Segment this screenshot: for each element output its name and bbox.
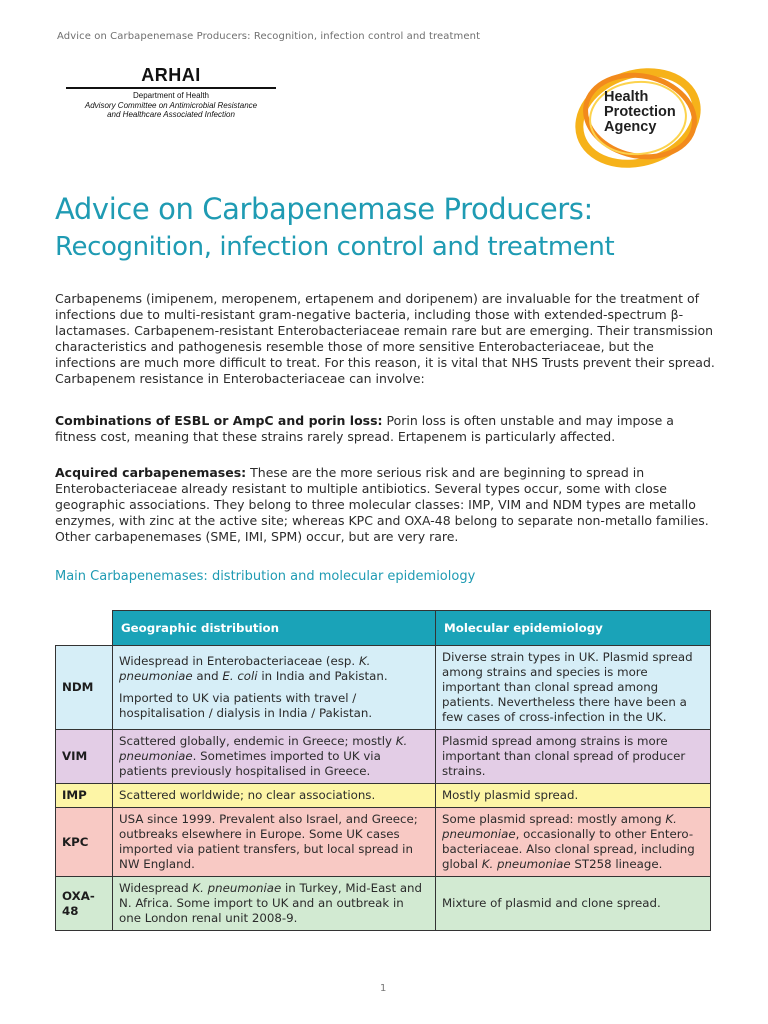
esbl-lead: Combinations of ESBL or AmpC and porin loss:	[55, 413, 383, 428]
column-header-molecular: Molecular epidemiology	[436, 611, 711, 646]
hpa-logo-text	[604, 90, 676, 135]
species-name: K. pneumoniae	[119, 654, 371, 683]
cell-geo-oxa48	[113, 877, 436, 931]
arhai-logo-title: ARHAI	[141, 65, 201, 85]
table-corner-cell	[56, 611, 113, 646]
hpa-logo-line1: Health	[604, 89, 649, 105]
species-name: K. pneumoniae	[119, 734, 408, 763]
cell-mol-imp: Mostly plasmid spread.	[436, 784, 711, 808]
row-code-vim: VIM	[56, 730, 113, 784]
arhai-logo-rule	[66, 87, 276, 89]
arhai-logo-line2: Advisory Committee on Antimicrobial Resistance	[84, 100, 258, 110]
arhai-logo	[66, 66, 276, 120]
table-row-vim	[56, 730, 711, 784]
cell-geo-ndm	[113, 646, 436, 730]
table-header-row	[56, 611, 711, 646]
esbl-paragraph	[55, 413, 715, 445]
column-header-geographic: Geographic distribution	[113, 611, 436, 646]
cell-mol-kpc	[436, 808, 711, 877]
table-heading: Main Carbapenemases: distribution and molecular epidemiology	[55, 569, 476, 584]
carbapenemase-table	[55, 610, 711, 931]
arhai-logo-line1: Department of Health	[132, 91, 210, 100]
text-span: Some plasmid spread: mostly among	[442, 812, 666, 826]
text-span: in India and Pakistan.	[257, 669, 388, 683]
cell-geo-vim	[113, 730, 436, 784]
table-row-ndm	[56, 646, 711, 730]
hpa-logo-line2: Protection	[604, 104, 676, 120]
text-span: . Sometimes imported to UK via patients previously hospitalised in Greece.	[119, 749, 381, 778]
page-title-line1: Advice on Carbapenemase Producers:	[55, 192, 593, 226]
esbl-text: Porin loss is often unstable and may impose a fitness cost, meaning that these strains rarely spread. Ertapenem is particularly affected.	[55, 413, 674, 444]
text-span: and	[192, 669, 223, 683]
row-code-kpc: KPC	[56, 808, 113, 877]
table-row-kpc	[56, 808, 711, 877]
hpa-logo-line3: Agency	[604, 119, 657, 135]
cell-geo-ndm-para2: Imported to UK via patients with travel / hospitalisation / dialysis in India / Pakistan.	[119, 691, 373, 720]
row-code-oxa48: OXA-48	[56, 877, 113, 931]
text-span: ST258 lineage.	[570, 857, 663, 871]
row-code-imp: IMP	[56, 784, 113, 808]
species-name: E. coli	[222, 669, 258, 683]
arhai-logo-line3: and Healthcare Associated Infection	[107, 110, 235, 119]
cell-geo-ndm-para1	[119, 654, 429, 684]
running-header: Advice on Carbapenemase Producers: Recognition, infection control and treatment	[57, 31, 481, 42]
cell-geo-kpc: USA since 1999. Prevalent also Israel, and Greece; outbreaks elsewhere in Europe. Some UK cases imported via patient transfers, but local spread in NW England.	[113, 808, 436, 877]
carbapenemase-text: These are the more serious risk and are beginning to spread in Enterobacteriaceae already resistant to multiple antibiotics. Several types occur, some with close geographic associations. They belong to three molecular classes: IMP, VIM and NDM types are metallo enzymes, with zinc at the active site; whereas KPC and OXA-48 belong to separate non-metallo families. Other carbapenemases (SME, IMI, SPM) occur, but are very rare.	[55, 465, 709, 544]
cell-geo-imp: Scattered worldwide; no clear associations.	[113, 784, 436, 808]
table-row-imp	[56, 784, 711, 808]
text-span: Widespread	[119, 881, 193, 895]
text-span: , occasionally to other Entero-bacteriaceae. Also clonal spread, including global	[442, 827, 695, 871]
row-code-ndm: NDM	[56, 646, 113, 730]
species-name: K. pneumoniae	[192, 881, 282, 895]
page-title-line2: Recognition, infection control and treatment	[55, 232, 615, 262]
page-number: 1	[380, 983, 387, 994]
table-row-oxa48	[56, 877, 711, 931]
cell-mol-oxa48: Mixture of plasmid and clone spread.	[436, 877, 711, 931]
text-span: in Turkey, Mid-East and N. Africa. Some import to UK and an outbreak in one London renal unit 2008-9.	[119, 881, 423, 925]
carbapenemase-lead: Acquired carbapenemases:	[55, 465, 247, 480]
carbapenemase-paragraph	[55, 465, 715, 545]
text-span: Widespread in Enterobacteriaceae (esp.	[119, 654, 359, 668]
cell-mol-vim: Plasmid spread among strains is more important than clonal spread of producer strains.	[436, 730, 711, 784]
intro-paragraph: Carbapenems (imipenem, meropenem, ertapenem and doripenem) are invaluable for the treatment of infections due to multi-resistant gram-negative bacteria, including those with extended-spectrum β-lactamases. Carbapenem-resistant Enterobacteriaceae remain rare but are emerging. Their transmission characteristics and pathogenesis resemble those of more sensitive Enterobacteriaceae, but the infections are much more difficult to treat. For this reason, it is vital that NHS Trusts prevent their spread. Carbapenem resistance in Enterobacteriaceae can involve:	[55, 291, 715, 386]
text-span: Scattered globally, endemic in Greece; mostly	[119, 734, 396, 748]
species-name: K. pneumoniae	[442, 812, 677, 841]
cell-mol-ndm: Diverse strain types in UK. Plasmid spread among strains and species is more important than clonal spread among patients. Nevertheless there have been a few cases of cross-infection in the UK.	[436, 646, 711, 730]
species-name: K. pneumoniae	[481, 857, 571, 871]
